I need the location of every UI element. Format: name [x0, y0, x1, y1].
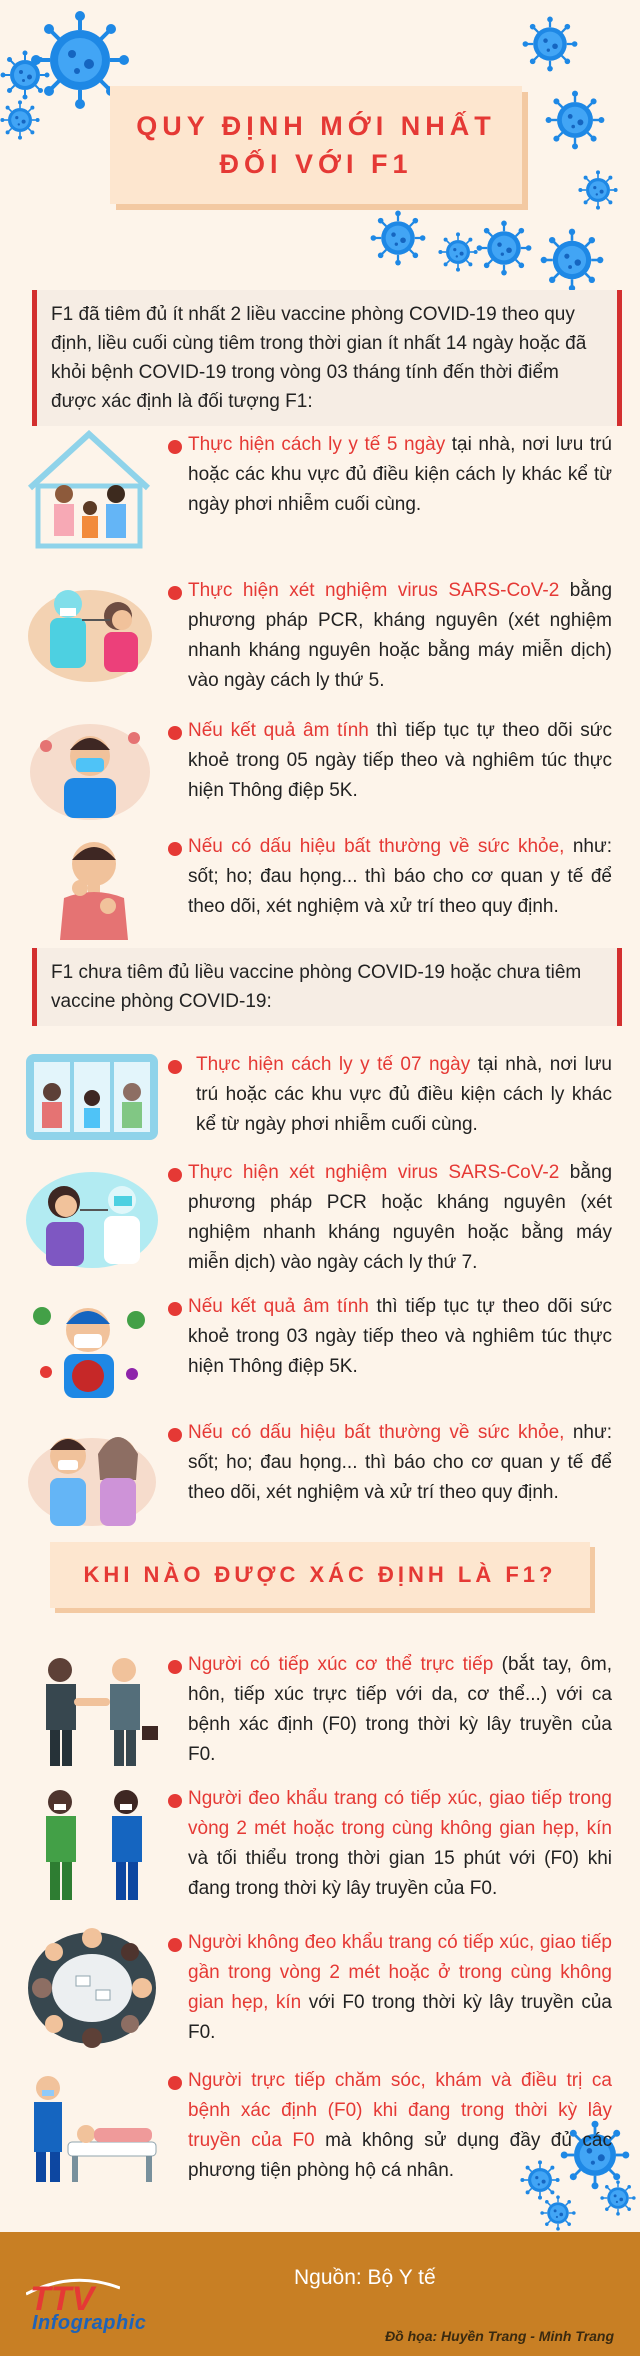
item-text: bằng phương pháp PCR hoặc kháng nguyên (xét nghiệm nhanh kháng nguyên hoặc bằng máy miễn dịch) vào ngày cách ly thứ 7. — [188, 1162, 613, 1273]
doctor-patient-illustration — [24, 2068, 160, 2188]
item-highlight: Người không đeo khẩu trang có tiếp xúc, giao tiếp gần trong vòng 2 mét hoặc ở trong cùng không gian hẹp, kín — [188, 1932, 612, 2013]
item-text: với F0 trong thời kỳ lây truyền của F0. — [188, 1992, 612, 2043]
section2-intro: F1 chưa tiêm đủ liều vaccine phòng COVID-19 hoặc chưa tiêm vaccine phòng COVID-19: — [32, 948, 622, 1026]
virus-icon — [476, 220, 532, 276]
virus-icon — [540, 228, 604, 292]
section-banner — [50, 1542, 590, 1608]
title-line-2: ĐỐI VỚI F1 — [219, 149, 413, 179]
item-text: tại nhà, nơi lưu trú hoặc các khu vực đủ điều kiện cách ly khác kể từ ngày phơi nhiễm cuối cùng. — [188, 434, 612, 515]
credit-text: Đồ họa: Huyền Trang - Minh Trang — [385, 2328, 614, 2344]
item-text: mà không sử dụng đầy đủ các phương tiện phòng hộ cá nhân. — [188, 2130, 612, 2181]
virus-icon — [438, 232, 478, 272]
logo-subtitle: Infographic — [32, 2312, 147, 2334]
title-box — [110, 86, 522, 204]
item-text: thì tiếp tục tự theo dõi sức khoẻ trong 03 ngày tiếp theo và nghiêm túc thực hiện Thông điệp 5K. — [188, 1296, 612, 1377]
house-family-illustration — [24, 430, 154, 550]
item-highlight: Thực hiện cách ly y tế 07 ngày — [196, 1054, 471, 1075]
virus-icon — [0, 100, 40, 140]
footer — [0, 2232, 640, 2356]
logo-mark: TTV — [30, 2280, 95, 2314]
virus-icon — [540, 2195, 576, 2231]
item-text: (bắt tay, ôm, hôn, tiếp xúc trực tiếp với da, cơ thể...) với ca bệnh xác định (F0) trong thời kỳ lây truyền của F0. — [188, 1654, 612, 1765]
item-highlight: Thực hiện xét nghiệm virus SARS-CoV-2 — [188, 1162, 560, 1183]
masked-boy-illustration — [24, 1292, 154, 1402]
item-highlight: Người đeo khẩu trang có tiếp xúc, giao tiếp trong vòng 2 mét hoặc trong cùng không gian hẹp, kín — [188, 1788, 612, 1839]
window-family-illustration — [24, 1052, 160, 1142]
ttv-logo — [26, 2274, 120, 2314]
sick-man-illustration — [24, 832, 154, 942]
source-text: Nguồn: Bộ Y tế — [294, 2266, 436, 2289]
item-text: bằng phương pháp PCR, kháng nguyên (xét nghiệm nhanh kháng nguyên hoặc bằng máy miễn dịch) vào ngày cách ly thứ 5. — [188, 580, 613, 691]
item-text: như: sốt; ho; đau họng... thì báo cho cơ quan y tế để theo dõi, xét nghiệm và xử trí theo quy định. — [188, 836, 612, 917]
item-highlight: Nếu có dấu hiệu bất thường về sức khỏe, — [188, 1422, 565, 1443]
handshake-illustration — [24, 1650, 160, 1770]
virus-icon — [370, 210, 426, 266]
virus-icon — [578, 170, 618, 210]
item-highlight: Người có tiếp xúc cơ thể trực tiếp — [188, 1654, 494, 1675]
testing-illustration — [24, 1162, 160, 1272]
item-highlight: Người trực tiếp chăm sóc, khám và điều trị ca bệnh xác định (F0) khi đang trong thời kỳ lây truyền của F0 — [188, 2070, 612, 2151]
banner-text: KHI NÀO ĐƯỢC XÁC ĐỊNH LÀ F1? — [83, 1562, 557, 1587]
item-highlight: Thực hiện xét nghiệm virus SARS-CoV-2 — [188, 580, 560, 601]
item-text: tại nhà, nơi lưu trú hoặc các khu vực đủ điều kiện cách ly khác kể từ ngày phơi nhiễm cuối cùng. — [196, 1054, 612, 1135]
two-sick-people-illustration — [24, 1420, 160, 1530]
item-text: và tối thiểu trong thời gian 15 phút với (F0) khi đang trong thời kỳ lây truyền của F0. — [188, 1848, 612, 1899]
section1-intro: F1 đã tiêm đủ ít nhất 2 liều vaccine phòng COVID-19 theo quy định, liều cuối cùng tiêm trong thời gian ít nhất 14 ngày hoặc đã khỏi bệnh COVID-19 trong vòng 03 tháng tính đến thời điểm được xác định là đối tượng F1: — [32, 290, 622, 426]
item-highlight: Nếu có dấu hiệu bất thường về sức khỏe, — [188, 836, 565, 857]
masked-man-illustration — [24, 716, 154, 826]
title-line-1: QUY ĐỊNH MỚI NHẤT — [136, 111, 496, 141]
virus-icon — [0, 50, 50, 100]
item-text: thì tiếp tục tự theo dõi sức khoẻ trong 05 ngày tiếp theo và nghiêm túc thực hiện Thông điệp 5K. — [188, 720, 612, 801]
nasal-swab-illustration — [24, 576, 154, 686]
meeting-table-illustration — [24, 1928, 160, 2048]
virus-icon — [522, 16, 578, 72]
virus-icon — [545, 90, 605, 150]
item-highlight: Thực hiện cách ly y tế 5 ngày — [188, 434, 446, 455]
item-highlight: Nếu kết quả âm tính — [188, 720, 369, 741]
item-highlight: Nếu kết quả âm tính — [188, 1296, 369, 1317]
masked-talk-illustration — [24, 1784, 160, 1904]
item-text: như: sốt; ho; đau họng... thì báo cho cơ quan y tế để theo dõi, xét nghiệm và xử trí theo quy định. — [188, 1422, 612, 1503]
